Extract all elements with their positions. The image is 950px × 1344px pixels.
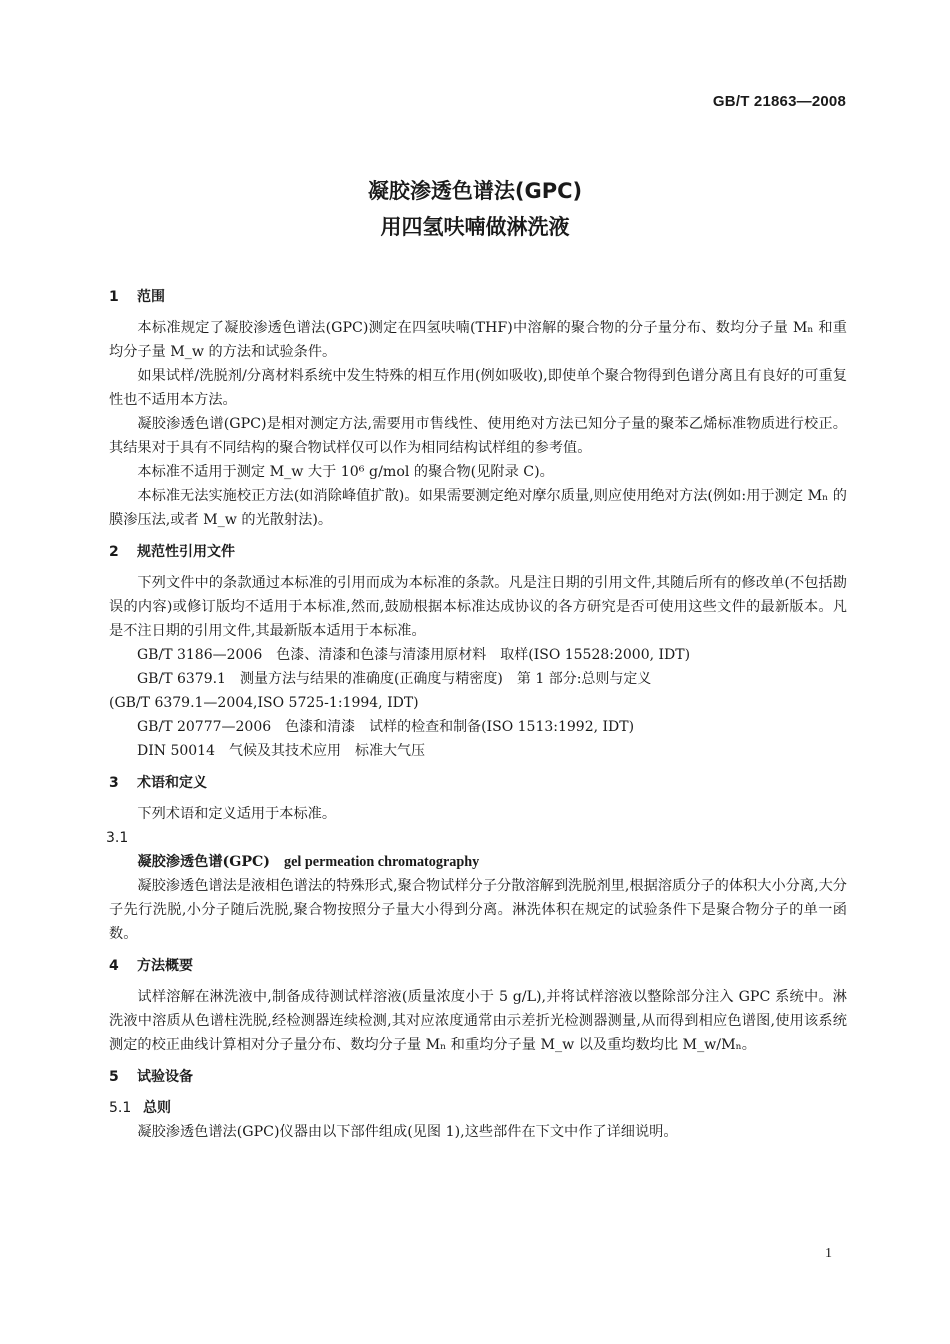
- paragraph: 下列文件中的条款通过本标准的引用而成为本标准的条款。凡是注日期的引用文件,其随后所有的修改单(不包括勘误的内容)或修订版均不适用于本标准,然而,鼓励根据本标准达成协议的各方研究是否可使用这些文件的最新版本。凡是不注日期的引用文件,其最新版本适用于本标准。: [109, 575, 847, 639]
- paragraph: 如果试样/洗脱剂/分离材料系统中发生特殊的相互作用(例如吸收),即使单个聚合物得到色谱分离且有良好的可重复性也不适用本方法。: [109, 368, 847, 408]
- standard-code: GB/T 21863—2008: [712, 93, 846, 110]
- paragraph: 本标准无法实施校正方法(如消除峰值扩散)。如果需要测定绝对摩尔质量,则应使用绝对方法(例如:用于测定 Mₙ 的膜渗压法,或者 M_w 的光散射法)。: [109, 488, 847, 528]
- section-heading-terms-definitions: [109, 771, 847, 795]
- section-heading-scope: [109, 285, 847, 309]
- page-number: 1: [825, 1246, 832, 1261]
- term-entry: [109, 850, 847, 874]
- reference-item: GB/T 3186—2006 色漆、清漆和色漆与清漆用原材料 取样(ISO 15528:2000, IDT): [137, 647, 691, 663]
- subsection-title: 总则: [143, 1100, 171, 1116]
- clause-number: 3.1: [106, 830, 129, 846]
- document-title-line-1: 凝胶渗透色谱法(GPC): [367, 179, 583, 203]
- paragraph: 试样溶解在淋洗液中,制备成待测试样溶液(质量浓度小于 5 g/L),并将试样溶液以整除部分注入 GPC 系统中。淋洗液中溶质从色谱柱洗脱,经检测器连续检测,其对应浓度通常由示差折光检测器测量,从而得到相应色谱图,使用该系统测定的校正曲线计算相对分子量分布、数均分子量 Mₙ 和重均分子量 M_w 以及重均数均比 M_w/Mₙ。: [109, 989, 847, 1053]
- section-title: 试验设备: [137, 1069, 193, 1085]
- paragraph: 本标准规定了凝胶渗透色谱法(GPC)测定在四氢呋喃(THF)中溶解的聚合物的分子量分布、数均分子量 Mₙ 和重均分子量 M_w 的方法和试验条件。: [109, 320, 847, 360]
- section-number: 4: [109, 958, 119, 974]
- section-title: 范围: [137, 289, 165, 305]
- reference-list: [109, 643, 847, 763]
- section-number: 2: [109, 544, 119, 560]
- section-heading-apparatus: [109, 1065, 847, 1089]
- term-chinese: 凝胶渗透色谱(GPC): [137, 854, 271, 870]
- paragraph: 凝胶渗透色谱法(GPC)仪器由以下部件组成(见图 1),这些部件在下文中作了详细说明。: [137, 1124, 678, 1140]
- term-english: gel permeation chromatography: [284, 854, 480, 870]
- section-title: 术语和定义: [137, 775, 207, 791]
- term-definition: 凝胶渗透色谱法是液相色谱法的特殊形式,聚合物试样分子分散溶解到洗脱剂里,根据溶质分子的体积大小分离,大分子先行洗脱,小分子随后洗脱,聚合物按照分子量大小得到分离。淋洗体积在规定的试验条件下是聚合物分子的单一函数。: [109, 878, 847, 942]
- section-title: 规范性引用文件: [137, 544, 235, 560]
- paragraph: 凝胶渗透色谱(GPC)是相对测定方法,需要用市售线性、使用绝对方法已知分子量的聚苯乙烯标准物质进行校正。其结果对于具有不同结构的聚合物试样仅可以作为相同结构试样组的参考值。: [109, 416, 847, 456]
- reference-item: GB/T 20777—2006 色漆和清漆 试样的检查和制备(ISO 1513:1992, IDT): [137, 719, 635, 735]
- subsection-heading-general: [109, 1096, 847, 1120]
- section-number: 3: [109, 775, 119, 791]
- paragraph: 下列术语和定义适用于本标准。: [137, 806, 337, 822]
- section-title: 方法概要: [137, 958, 193, 974]
- document-title-line-2: 用四氢呋喃做淋洗液: [380, 215, 570, 239]
- section-number: 1: [109, 289, 119, 305]
- reference-item: GB/T 6379.1 测量方法与结果的准确度(正确度与精密度) 第 1 部分:总则与定义: [137, 671, 652, 687]
- clause-number: 5.1: [109, 1100, 132, 1116]
- section-heading-normative-references: [109, 540, 847, 564]
- paragraph: 本标准不适用于测定 M_w 大于 10⁶ g/mol 的聚合物(见附录 C)。: [137, 464, 554, 480]
- document-body: [106, 285, 847, 1144]
- reference-item: DIN 50014 气候及其技术应用 标准大气压: [137, 743, 425, 759]
- reference-item-continuation: (GB/T 6379.1—2004,ISO 5725-1:1994, IDT): [109, 695, 419, 711]
- section-heading-method-summary: [109, 954, 847, 978]
- section-number: 5: [109, 1069, 119, 1085]
